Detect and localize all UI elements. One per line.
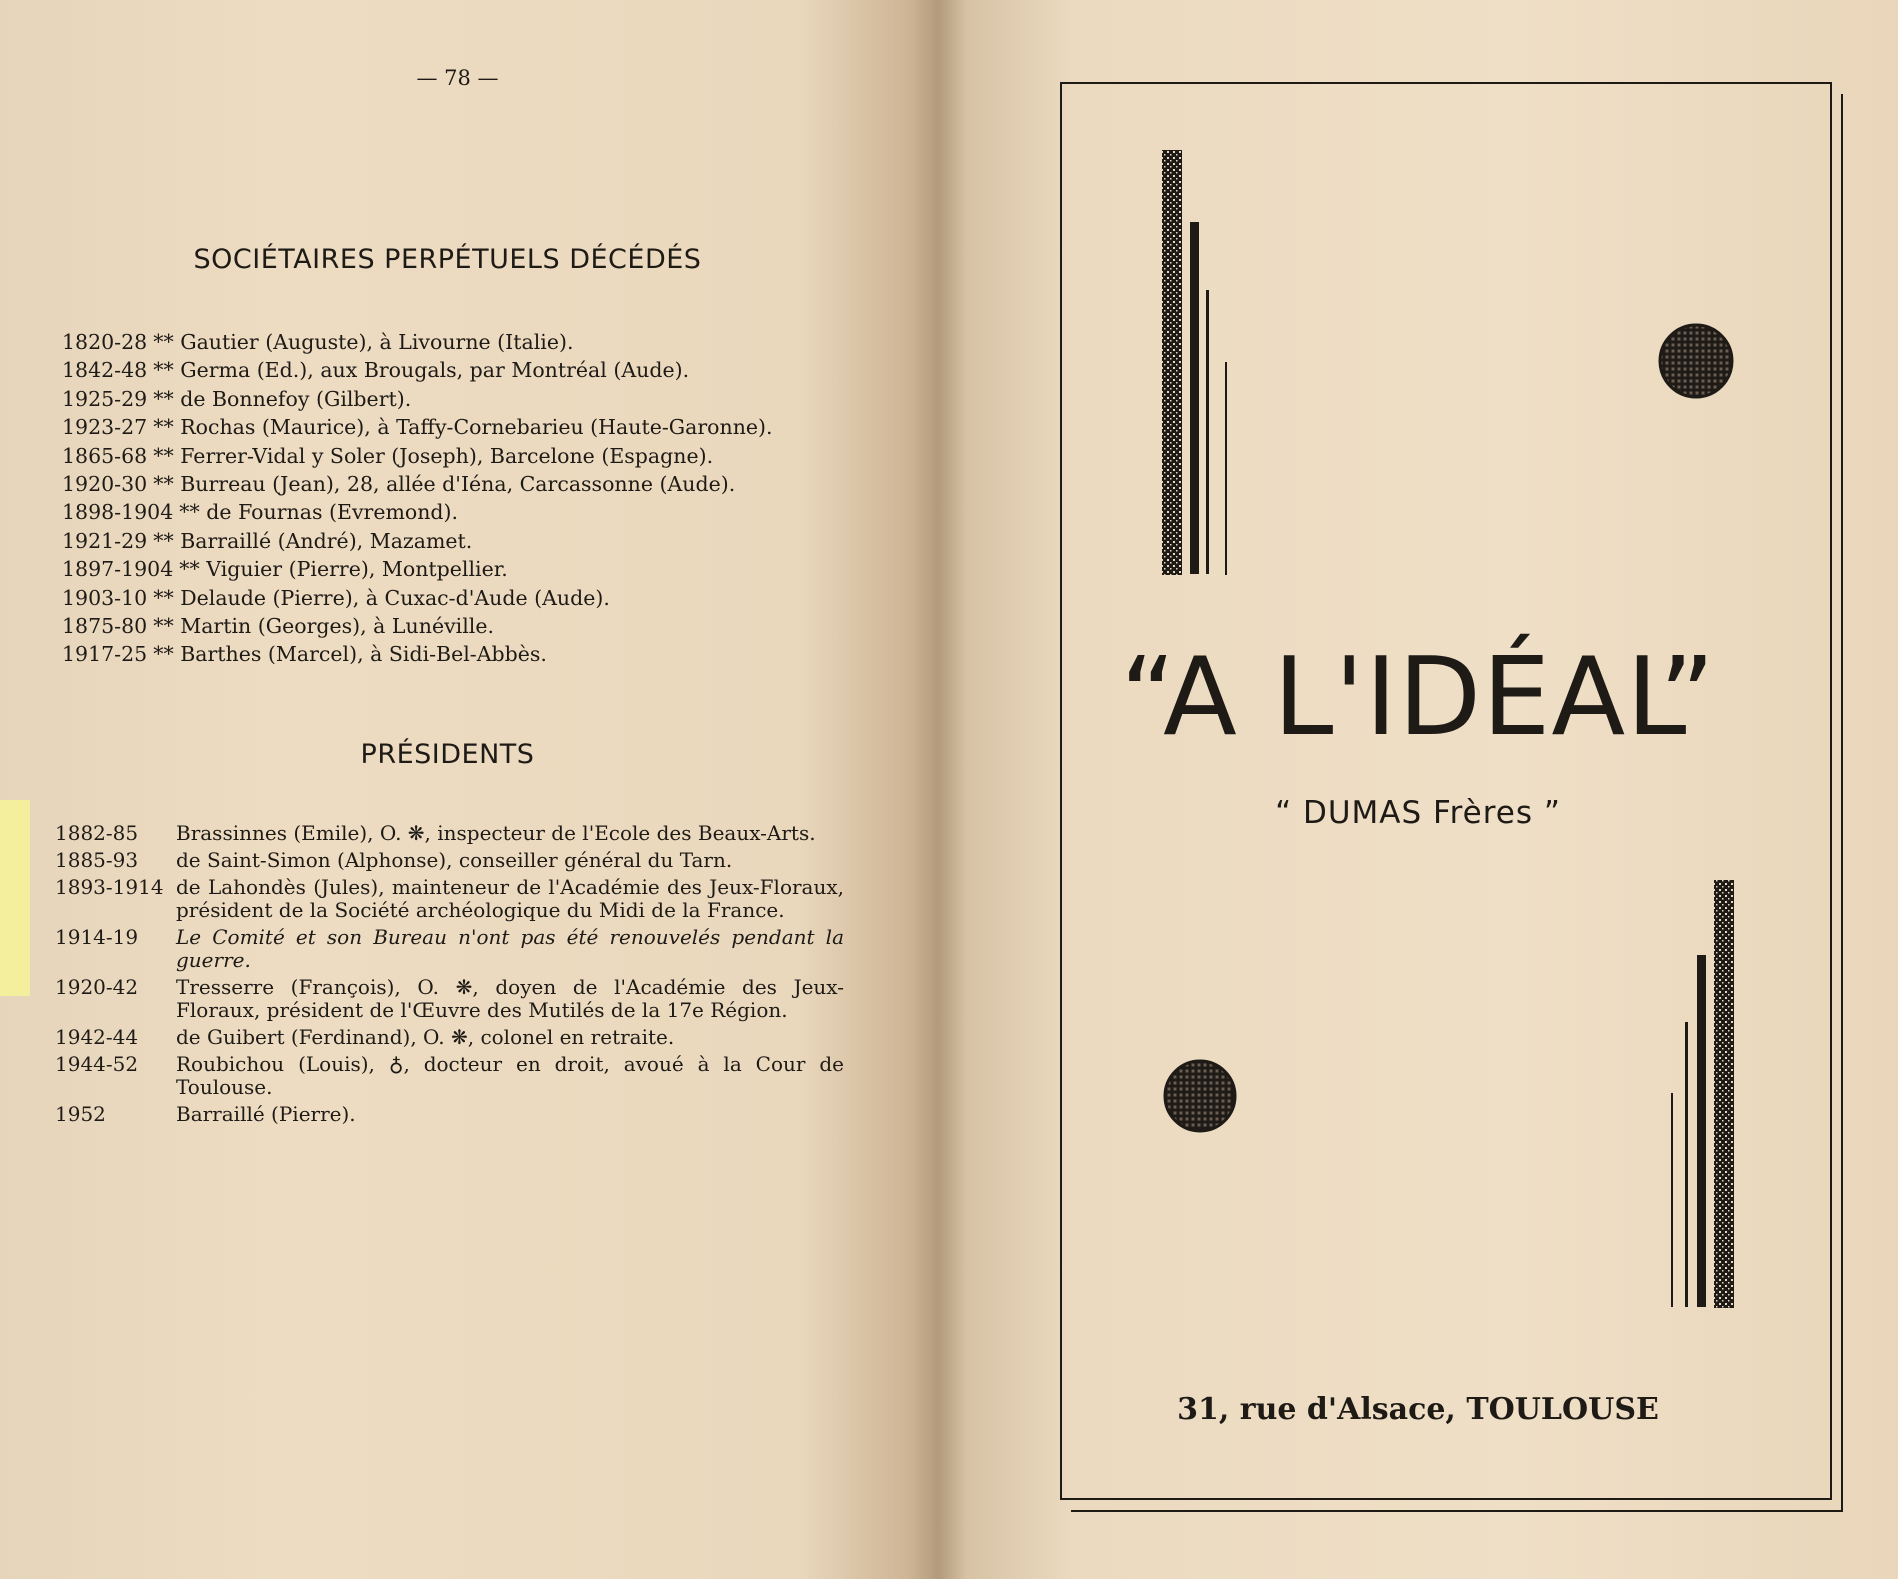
list-item (55, 1053, 845, 1099)
list-item (55, 849, 845, 872)
right-page-advertisement (938, 0, 1898, 1579)
president-text: de Saint-Simon (Alphonse), conseiller général du Tarn. (176, 848, 733, 872)
president-text: de Lahondès (Jules), mainteneur de l'Académie des Jeux-Floraux, président de la Société archéologique du Midi de la France. (176, 875, 844, 922)
member-text: ** Germa (Ed.), aux Brougals, par Montréal (Aude). (153, 358, 690, 383)
list-item (55, 1103, 845, 1126)
list-item (62, 470, 842, 498)
president-dates: 1920-42 (55, 975, 139, 999)
vertical-line (1206, 290, 1209, 574)
member-dates: 1917-25 (62, 642, 148, 667)
president-text: Barraillé (Pierre). (176, 1102, 356, 1126)
ad-subtitle: “ DUMAS Frères ” (1275, 795, 1561, 831)
bottom-bar-group (1671, 880, 1734, 1308)
vertical-line (1685, 1022, 1688, 1307)
member-dates: 1898-1904 (62, 500, 174, 525)
list-item (62, 612, 842, 640)
list-item (62, 584, 842, 612)
member-dates: 1865-68 (62, 443, 148, 468)
grid-circle-bottom (1165, 1061, 1235, 1131)
list-item (62, 385, 842, 413)
presidents-list (55, 822, 845, 1130)
sticky-note-tab (0, 800, 30, 996)
top-bar-group (1162, 150, 1227, 575)
president-text: Roubichou (Louis), ♁, docteur en droit, avoué à la Cour de Toulouse. (176, 1052, 844, 1099)
vertical-line (1225, 362, 1227, 575)
list-item (62, 413, 842, 441)
list-item (55, 926, 845, 972)
presidents-heading: PRÉSIDENTS (360, 739, 535, 770)
president-dates: 1914-19 (55, 925, 139, 949)
list-item (55, 876, 845, 922)
member-text: ** Viguier (Pierre), Montpellier. (179, 557, 508, 582)
left-page (0, 0, 938, 1579)
checkered-bar (1714, 880, 1734, 1308)
president-dates: 1893-1914 (55, 875, 164, 899)
member-dates: 1875-80 (62, 614, 148, 639)
checkered-bar (1162, 150, 1182, 575)
ad-brand-name: “A L'IDÉAL” (1120, 635, 1716, 760)
president-text: Le Comité et son Bureau n'ont pas été renouvelés pendant la guerre. (176, 925, 844, 972)
member-text: ** Delaude (Pierre), à Cuxac-d'Aude (Aude). (153, 585, 610, 610)
member-dates: 1820-28 (62, 330, 148, 354)
member-dates: 1920-30 (62, 472, 148, 497)
page-number: — 78 — (416, 66, 499, 90)
president-text: de Guibert (Ferdinand), O. ❋, colonel en retraite. (176, 1025, 675, 1049)
member-text: ** Martin (Georges), à Lunéville. (153, 614, 494, 639)
member-dates: 1923-27 (62, 415, 148, 440)
member-dates: 1925-29 (62, 386, 148, 411)
member-text: ** de Bonnefoy (Gilbert). (153, 386, 412, 411)
deceased-members-heading: SOCIÉTAIRES PERPÉTUELS DÉCÉDÉS (193, 244, 702, 275)
president-dates: 1952 (55, 1102, 106, 1126)
president-dates: 1882-85 (55, 821, 139, 845)
list-item (62, 356, 842, 384)
ad-decoration (938, 0, 1898, 1579)
list-item (62, 442, 842, 470)
grid-circle-top (1660, 325, 1732, 397)
president-dates: 1944-52 (55, 1052, 139, 1076)
deceased-members-list (62, 328, 842, 669)
list-item (62, 498, 842, 526)
president-text: Brassinnes (Emile), O. ❋, inspecteur de l'Ecole des Beaux-Arts. (176, 821, 816, 845)
president-text: Tresserre (François), O. ❋, doyen de l'Académie des Jeux-Floraux, président de l'Œuvre des Mutilés de la 17e Région. (176, 975, 844, 1022)
member-dates: 1897-1904 (62, 557, 174, 582)
list-item (62, 640, 842, 668)
list-item (62, 328, 842, 356)
list-item (62, 555, 842, 583)
member-text: ** Barraillé (André), Mazamet. (153, 528, 473, 553)
member-text: ** Gautier (Auguste), à Livourne (Italie). (153, 330, 574, 354)
list-item (55, 1026, 845, 1049)
vertical-line (1671, 1093, 1673, 1307)
member-text: ** Ferrer-Vidal y Soler (Joseph), Barcelone (Espagne). (153, 443, 714, 468)
member-dates: 1842-48 (62, 358, 148, 383)
vertical-bar (1697, 955, 1706, 1307)
list-item (55, 822, 845, 845)
member-text: ** Burreau (Jean), 28, allée d'Iéna, Carcassonne (Aude). (153, 472, 736, 497)
president-dates: 1885-93 (55, 848, 139, 872)
ad-address: 31, rue d'Alsace, TOULOUSE (1177, 1392, 1659, 1427)
president-dates: 1942-44 (55, 1025, 139, 1049)
member-text: ** Rochas (Maurice), à Taffy-Cornebarieu (Haute-Garonne). (153, 415, 773, 440)
vertical-bar (1190, 222, 1199, 574)
member-text: ** de Fournas (Evremond). (179, 500, 459, 525)
list-item (62, 527, 842, 555)
list-item (55, 976, 845, 1022)
member-dates: 1903-10 (62, 585, 148, 610)
member-text: ** Barthes (Marcel), à Sidi-Bel-Abbès. (153, 642, 547, 667)
member-dates: 1921-29 (62, 528, 148, 553)
